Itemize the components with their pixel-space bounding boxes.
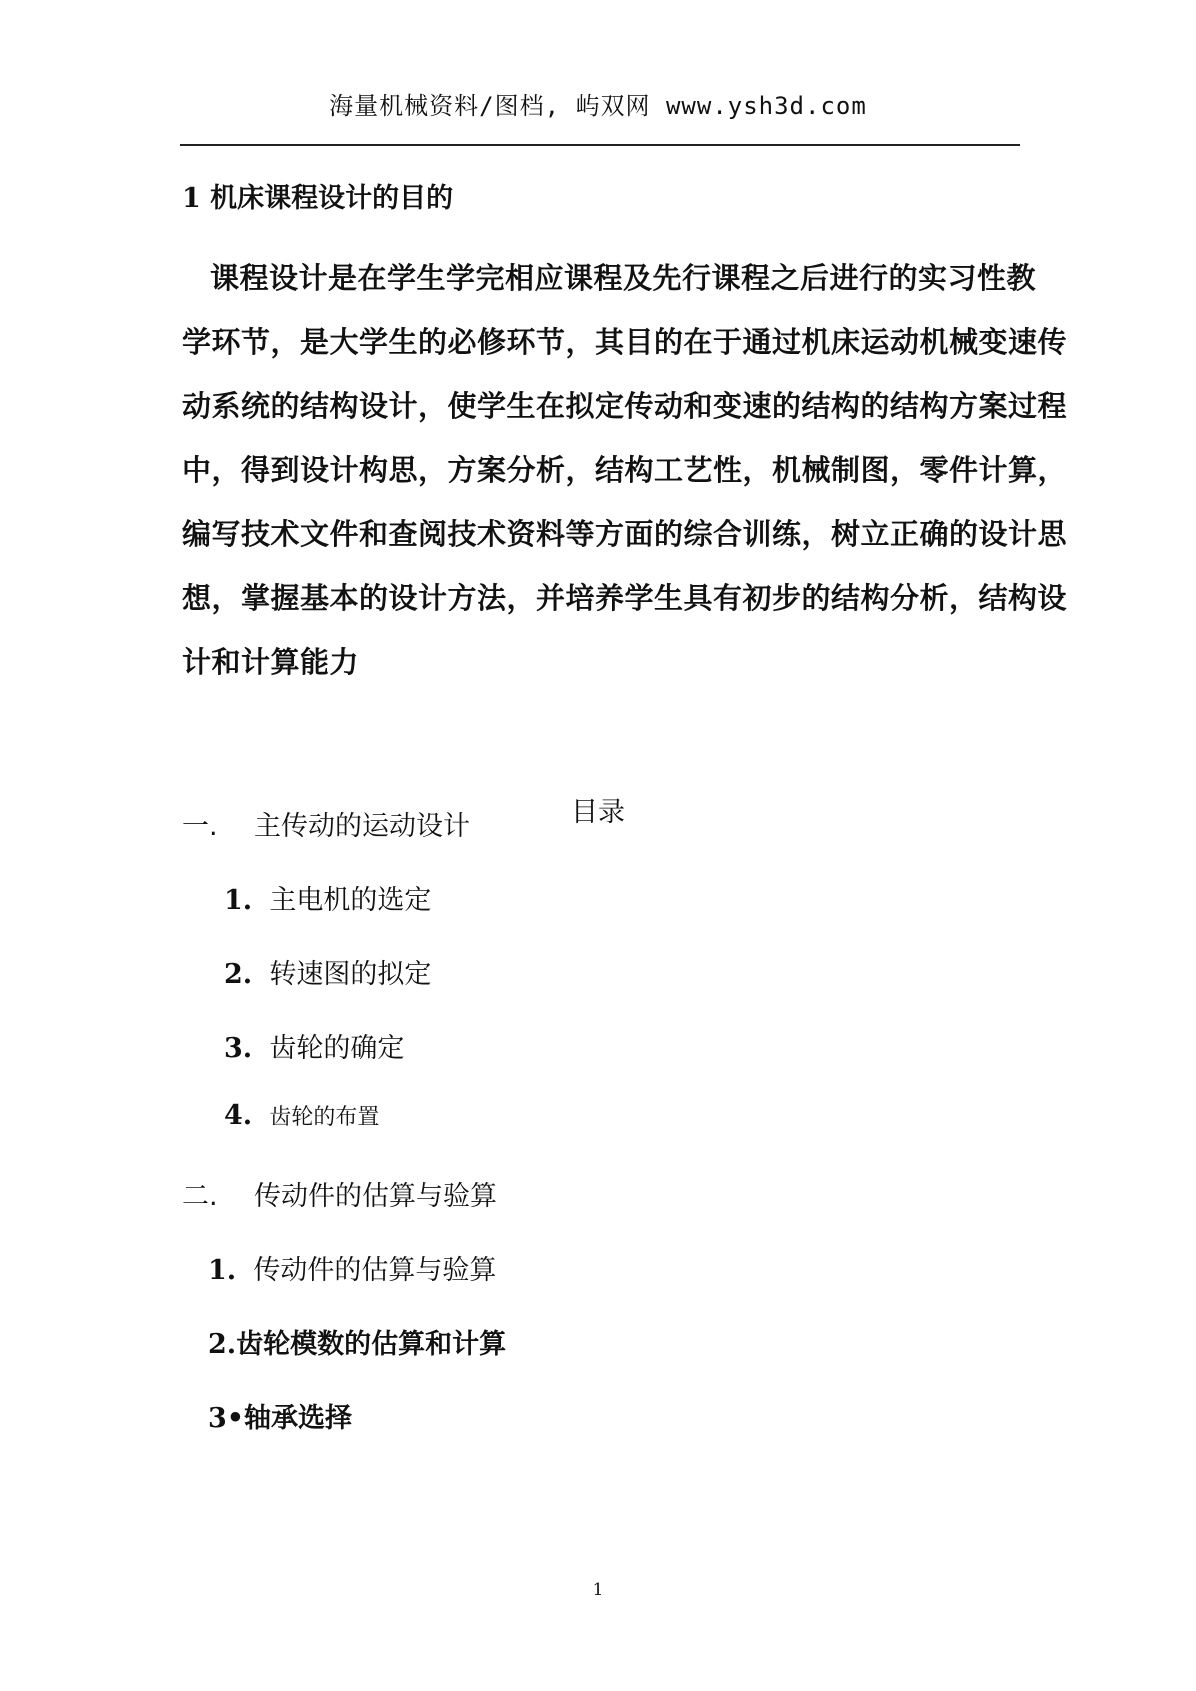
paragraph-line: 编写技术文件和查阅技术资料等方面的综合训练，树立正确的设计思 (182, 517, 1068, 551)
toc-item-label: 主传动的运动设计 (254, 811, 470, 842)
toc-item-label: 轴承选择 (244, 1403, 353, 1434)
toc-item-number: 1. (208, 1255, 237, 1286)
toc-item-label: 传动件的估算与验算 (254, 1181, 497, 1212)
toc-item-label: 齿轮模数的估算和计算 (236, 1329, 507, 1360)
toc-item-number: 3. (224, 1033, 253, 1064)
toc-item-number: 3• (208, 1403, 245, 1434)
paragraph-line: 动系统的结构设计，使学生在拟定传动和变速的结构的结构方案过程 (182, 389, 1068, 423)
paragraph-line: 计和计算能力 (182, 645, 360, 679)
toc-item-chapter-2 (182, 1174, 497, 1213)
toc-item-number: 4. (224, 1100, 253, 1131)
toc-item-number: 二. (182, 1181, 218, 1212)
toc-item-2-1 (208, 1248, 496, 1287)
toc-item-chapter-1 (182, 804, 470, 843)
toc-item-1-2 (224, 952, 431, 991)
toc-item-1-4 (224, 1100, 379, 1131)
paragraph-line: 想，掌握基本的设计方法，并培养学生具有初步的结构分析，结构设 (182, 581, 1068, 615)
toc-item-number: 2. (224, 959, 253, 990)
toc-item-label: 齿轮的确定 (269, 1033, 405, 1064)
toc-item-label: 主电机的选定 (269, 885, 432, 916)
paragraph-line: 中，得到设计构思，方案分析，结构工艺性，机械制图，零件计算， (182, 453, 1068, 487)
body-paragraph (182, 246, 1068, 694)
page-header: 海量机械资料/图档, 屿双网 www.ysh3d.com (329, 92, 867, 120)
toc-item-2-2 (208, 1322, 506, 1361)
page-number: 1 (592, 1580, 604, 1600)
toc-item-2-3 (208, 1396, 352, 1435)
toc-item-number: 2. (208, 1329, 237, 1360)
section-title: 1 机床课程设计的目的 (182, 183, 454, 214)
toc-item-label: 转速图的拟定 (269, 959, 432, 990)
header-divider (180, 144, 1020, 146)
paragraph-line: 学环节，是大学生的必修环节，其目的在于通过机床运动机械变速传 (182, 325, 1068, 359)
toc-item-1-3 (224, 1026, 404, 1065)
toc-item-label: 齿轮的布置 (269, 1105, 380, 1130)
toc-item-label: 传动件的估算与验算 (253, 1255, 497, 1286)
toc-item-number: 1. (224, 885, 253, 916)
toc-item-1-1 (224, 878, 431, 917)
toc-item-number: 一. (182, 811, 218, 842)
toc-title: 目录 (571, 797, 625, 828)
paragraph-line: 课程设计是在学生学完相应课程及先行课程之后进行的实习性教 (210, 261, 1037, 295)
